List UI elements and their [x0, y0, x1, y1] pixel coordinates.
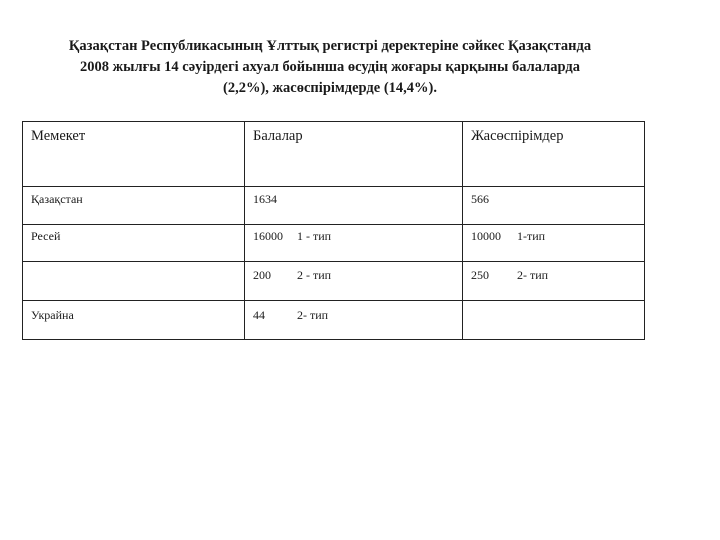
teens-value: 10000 — [471, 229, 501, 243]
cell-teens — [463, 301, 645, 340]
teens-value: 566 — [471, 192, 489, 206]
table-row — [23, 262, 645, 301]
teens-type: 1-тип — [517, 229, 546, 243]
table-row — [23, 225, 645, 262]
header-children: Балалар — [245, 122, 463, 187]
cell-country: Украйна — [23, 301, 245, 340]
title-line-3: (2,2%), жасөспірімдерде (14,4%). — [223, 80, 437, 96]
table-row — [23, 187, 645, 225]
header-teens: Жасөспірімдер — [463, 122, 645, 187]
title-line-2: 2008 жылғы 14 сәуірдегі ахуал бойынша өсудің жоғары қарқыны балаларда — [80, 59, 580, 75]
cell-country — [23, 262, 245, 301]
cell-children — [245, 262, 463, 301]
children-type: 2 - тип — [297, 268, 332, 282]
table-row — [23, 301, 645, 340]
cell-country: Ресей — [23, 225, 245, 262]
cell-teens — [463, 225, 645, 262]
cell-teens — [463, 187, 645, 225]
title-line-1: Қазақстан Республикасының Ұлттық регистрі деректеріне сәйкес Қазақстанда — [68, 38, 592, 54]
children-type: 2- тип — [297, 308, 329, 322]
cell-country: Қазақстан — [23, 187, 245, 225]
cell-children — [245, 187, 463, 225]
children-value: 1634 — [253, 192, 277, 206]
children-value: 16000 — [253, 229, 283, 243]
table-header-row — [23, 122, 645, 187]
cell-children — [245, 301, 463, 340]
cell-children — [245, 225, 463, 262]
children-value: 200 — [253, 268, 271, 282]
teens-value: 250 — [471, 268, 489, 282]
header-country: Мемекет — [23, 122, 245, 187]
document-title — [20, 36, 640, 99]
teens-type: 2- тип — [517, 268, 549, 282]
statistics-table — [22, 121, 645, 340]
children-value: 44 — [253, 308, 265, 322]
cell-teens — [463, 262, 645, 301]
children-type: 1 - тип — [297, 229, 332, 243]
